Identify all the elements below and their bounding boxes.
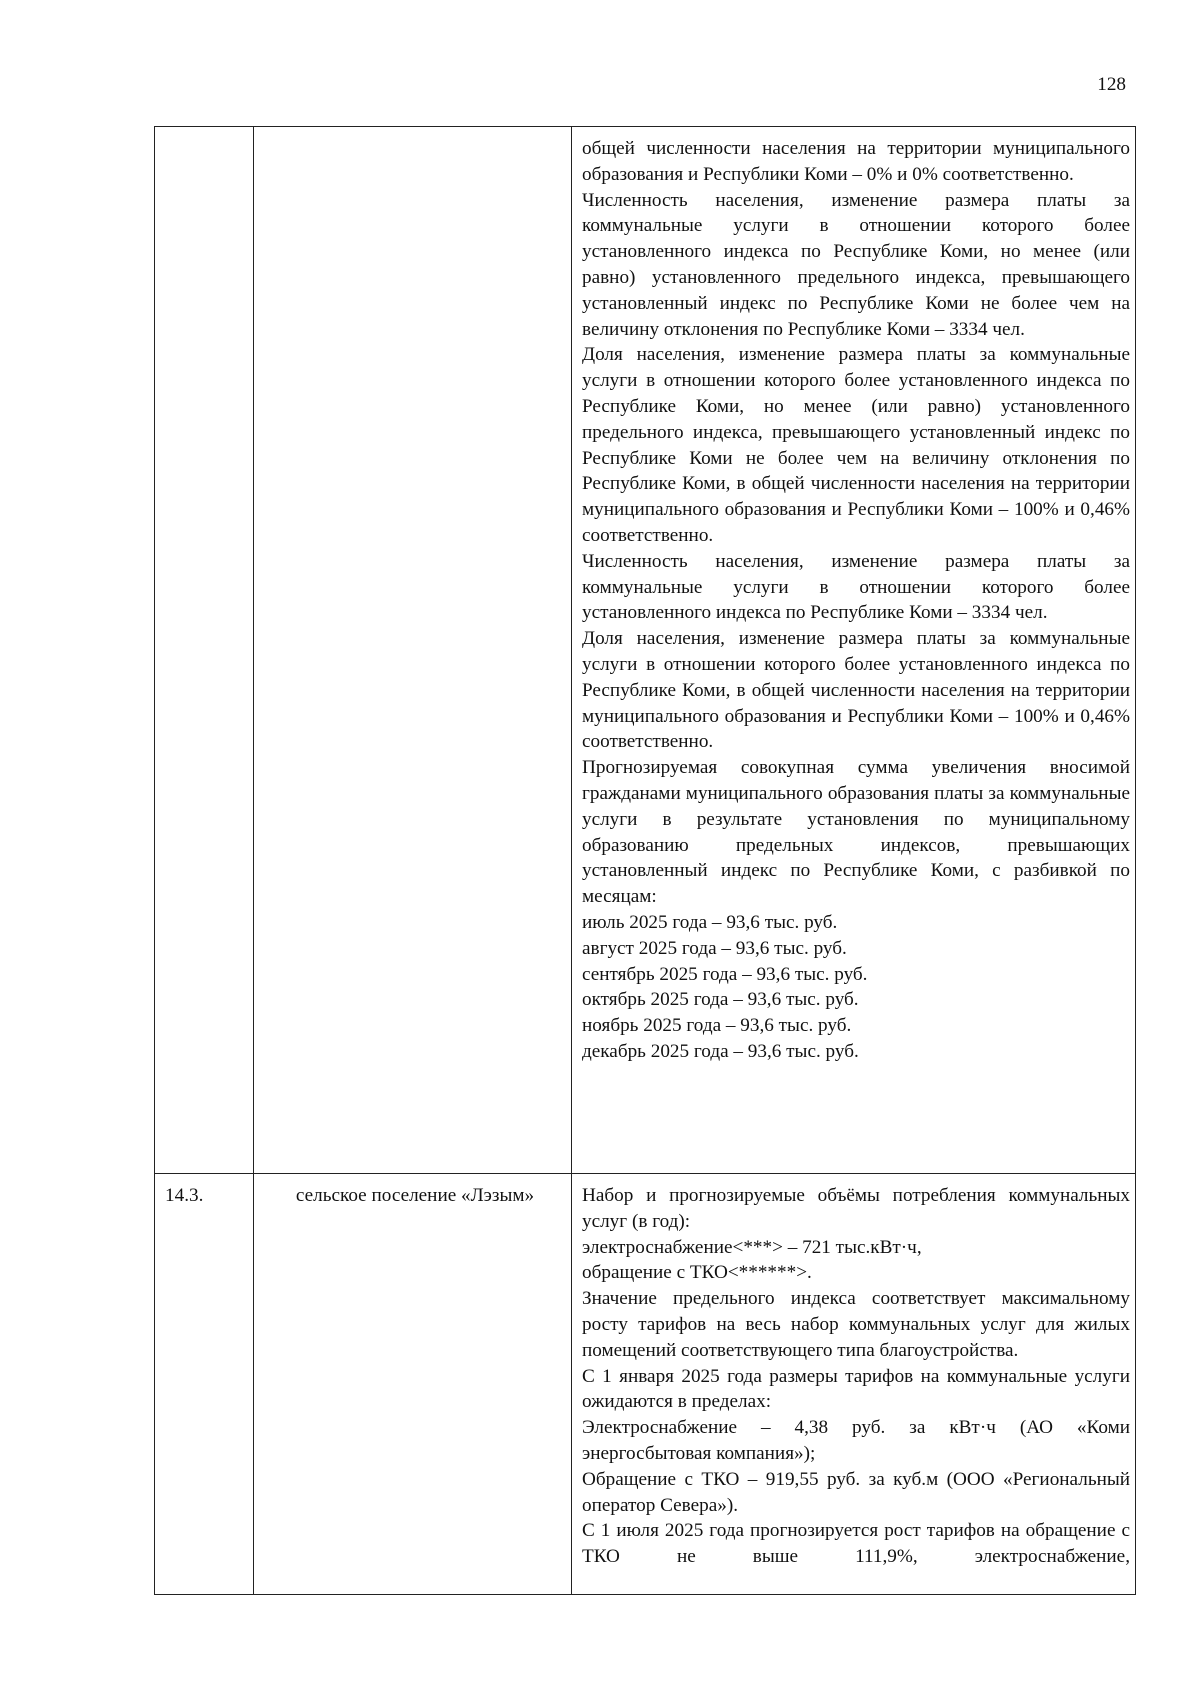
paragraph: Электроснабжение – 4,38 руб. за кВт·ч (АО «Коми энергосбытовая компания»); [582,1417,1130,1464]
page-number: 128 [1097,74,1126,95]
month-line: ноябрь 2025 года – 93,6 тыс. руб. [582,1015,852,1037]
month-line: июль 2025 года – 93,6 тыс. руб. [582,911,838,933]
paragraph: общей численности населения на территории муниципального образования и Республики Коми – 0% и 0% соответственно. [582,138,1130,185]
settlement-cell [254,127,572,1174]
paragraph: электроснабжение<***> – 721 тыс.кВт·ч, [582,1236,922,1258]
table-row [155,127,1136,1174]
row-number-cell: 14.3. [155,1174,254,1595]
table-row [155,1174,1136,1595]
month-line: сентябрь 2025 года – 93,6 тыс. руб. [582,963,868,985]
month-line: август 2025 года – 93,6 тыс. руб. [582,937,847,959]
paragraph: Значение предельного индекса соответствует максимальному росту тарифов на весь набор коммунальных услуг для жилых помещений соответствующего типа благоустройства. [582,1288,1130,1361]
paragraph: Прогнозируемая совокупная сумма увеличения вносимой гражданами муниципального образования платы за коммунальные услуги в результате установления по муниципальному образованию предельных индексов, превышающих установленный индекс по Республике Коми, с разбивкой по месяцам: [582,757,1130,908]
paragraph: Численность населения, изменение размера платы за коммунальные услуги в отношении которого более установленного индекса по Республике Коми – 3334 чел. [582,550,1130,624]
description-cell [572,127,1136,1174]
paragraph: С 1 июля 2025 года прогнозируется рост тарифов на обращение с ТКО не выше 111,9%, электроснабжение, [582,1520,1130,1568]
description-cell [572,1174,1136,1595]
data-table [154,126,1136,1595]
paragraph: Доля населения, изменение размера платы за коммунальные услуги в отношении которого более установленного индекса по Республике Коми, в общей численности населения на территории муниципального образования и Республики Коми – 100% и 0,46% соответственно. [582,628,1130,753]
month-line: октябрь 2025 года – 93,6 тыс. руб. [582,989,859,1011]
paragraph: Обращение с ТКО – 919,55 руб. за куб.м (ООО «Региональный оператор Севера»). [582,1468,1130,1516]
paragraph: Доля населения, изменение размера платы за коммунальные услуги в отношении которого более установленного индекса по Республике Коми, но менее (или равно) установленного предельного индекса, превышающего установленный индекс по Республике Коми не более чем на величину отклонения по Республике Коми, в общей численности населения на территории муниципального образования и Республики Коми – 100% и 0,46% соответственно. [582,344,1130,546]
paragraph: С 1 января 2025 года размеры тарифов на коммунальные услуги ожидаются в пределах: [582,1365,1130,1413]
settlement-cell: сельское поселение «Лэзым» [254,1174,572,1595]
month-line: декабрь 2025 года – 93,6 тыс. руб. [582,1040,859,1062]
paragraph: обращение с ТКО<******>. [582,1262,812,1284]
paragraph: Численность населения, изменение размера платы за коммунальные услуги в отношении которого более установленного индекса по Республике Коми, но менее (или равно) установленного предельного индекса, превышающего установленный индекс по Республике Коми не более чем на величину отклонения по Республике Коми – 3334 чел. [582,189,1130,340]
row-number-cell [155,127,254,1174]
paragraph: Набор и прогнозируемые объёмы потребления коммунальных услуг (в год): [582,1185,1130,1232]
